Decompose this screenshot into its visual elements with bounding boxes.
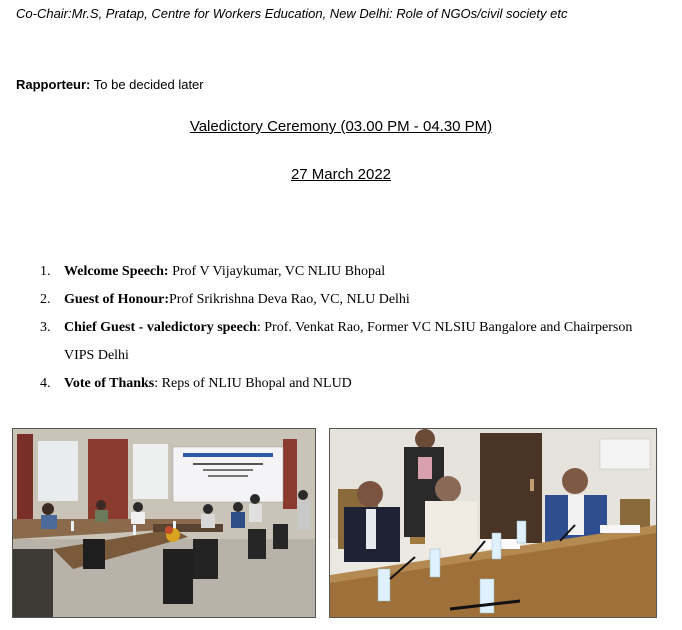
rapporteur-value: To be decided later	[90, 77, 204, 92]
cochair-line: Co-Chair:Mr.S, Pratap, Centre for Workers Education, New Delhi: Role of NGOs/civil society etc	[16, 6, 568, 21]
section-heading: Valedictory Ceremony (03.00 PM - 04.30 PM)	[189, 118, 493, 135]
agenda-item	[40, 370, 660, 398]
agenda-text: : Prof. Venkat Rao, Former VC NLSIU Bangalore and Chairperson VIPS Delhi	[64, 320, 633, 363]
agenda-text: Prof Srikrishna Deva Rao, VC, NLU Delhi	[169, 292, 410, 307]
agenda-item	[40, 258, 660, 286]
agenda-text: : Reps of NLIU Bhopal and NLUD	[154, 376, 352, 391]
agenda-list	[40, 258, 660, 398]
agenda-number: 1.	[40, 264, 51, 279]
section-date: 27 March 2022	[290, 166, 392, 183]
agenda-number: 4.	[40, 376, 51, 391]
agenda-title: Guest of Honour:	[64, 292, 169, 307]
agenda-item	[40, 314, 660, 370]
rapporteur-label: Rapporteur:	[16, 77, 91, 92]
agenda-text: Prof V Vijaykumar, VC NLIU Bhopal	[168, 264, 386, 279]
agenda-title: Welcome Speech:	[64, 264, 169, 279]
dignitaries-panel-photo	[329, 428, 657, 618]
agenda-item	[40, 286, 660, 314]
agenda-number: 2.	[40, 292, 51, 307]
agenda-title: Chief Guest - valedictory speech	[64, 320, 257, 335]
conference-hall-photo	[12, 428, 316, 618]
agenda-number: 3.	[40, 320, 51, 335]
rapporteur-line	[16, 77, 204, 92]
agenda-title: Vote of Thanks	[64, 376, 155, 391]
